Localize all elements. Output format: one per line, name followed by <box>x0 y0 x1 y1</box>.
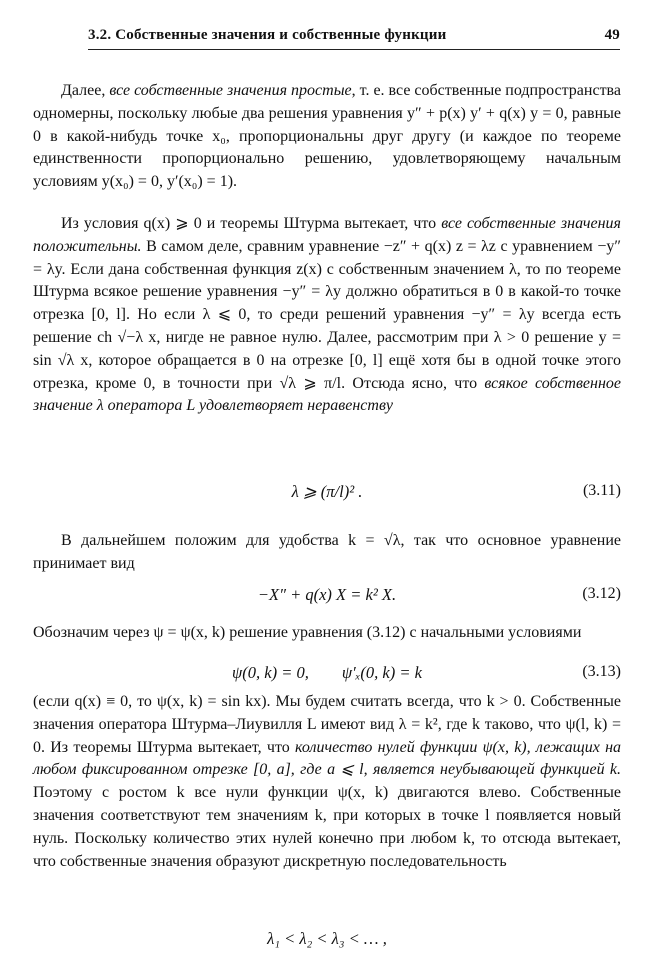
p5-text-b: Поэтому с ростом k все нули функции ψ(x, k) двигаются влево. Собственные значения соответствуют тем значениям k, при которых в точке l появляется новый нуль. Поскольку количество этих нулей конечно при любом k, то отсюда вытекает, что собственные значения образуют дискретную последовательность <box>33 784 621 870</box>
equation-number-3-13 <box>582 663 621 681</box>
equation-eigenvalue-sequence <box>33 929 621 949</box>
eq-3-12-number: (3.12) <box>582 585 621 602</box>
page-number: 49 <box>604 27 620 43</box>
p1-emphasis: все собственные значения простые <box>109 82 352 99</box>
equation-number-3-12 <box>582 585 621 603</box>
p1-text-a: Далее, <box>61 82 110 99</box>
paragraph-1 <box>33 80 621 194</box>
eq-3-13-number: (3.13) <box>582 663 621 680</box>
p2-text-a: Из условия q(x) ⩾ 0 и теоремы Штурма вытекает, что <box>61 215 442 232</box>
running-header <box>88 27 620 44</box>
equation-3-13 <box>33 663 621 683</box>
p5-text-a: (если q(x) ≡ 0, то ψ(x, k) = sin kx). Мы будем считать всегда, что k > 0. Собственные значения оператора Штурма–Лиувилля L имеют вид λ = k², где k таково, что ψ(l, k) = 0. Из теоремы Штурма вытекает, что <box>33 693 621 756</box>
p5-emphasis: количество нулей функции ψ(x, k), лежащих на любом фиксированном отрезке [0, a], где a ⩽ l, является неубывающей функцией k. <box>33 738 622 779</box>
p3-text: В дальнейшем положим для удобства k = √λ, так что основное уравнение принимает вид <box>33 532 621 572</box>
paragraph-2 <box>33 213 621 418</box>
p2-emphasis-1: все собственные значения положительны. <box>33 215 621 255</box>
equation-3-12 <box>33 585 621 605</box>
eq-3-11-number: (3.11) <box>582 482 621 499</box>
paragraph-4 <box>33 622 621 645</box>
p1-text-b: , т. е. все собственные подпространства одномерны, поскольку любые два решения уравнения y″ + p(x) y′ + q(x) y = 0, равные 0 в какой-нибудь точке x₀, пропорциональны друг другу (и каждое по теореме единственности пропорционально решению, удовлетворяющему начальным условиям y(x₀) = 0, y′(x₀) = 1). <box>33 82 622 191</box>
paragraph-5 <box>33 691 621 873</box>
eq-3-13-formula: ψ(0, k) = 0, ψ′ₓ(0, k) = k <box>232 663 422 682</box>
header-title: 3.2. Собственные значения и собственные функции <box>88 27 447 43</box>
equation-number-3-11 <box>583 482 621 500</box>
p4-text: Обозначим через ψ = ψ(x, k) решение уравнения (3.12) с начальными условиями <box>33 624 582 641</box>
p2-emphasis-2: всякое собственное значение λ оператора L удовлетворяет неравенству <box>33 374 621 415</box>
p2-text-b: В самом деле, сравним уравнение −z″ + q(x) z = λz с уравнением −y″ = λy. Если дана собственная функция z(x) с собственным значением λ, то по теореме Штурма всякое решение уравнения −y″ = λy должно обратиться в 0 в какой-то точке отрезка [0, l]. Но если λ ⩽ 0, то среди решений уравнения −y″ = λy всегда есть решение ch √−λ x, нигде не равное нулю. Далее, рассмотрим при λ > 0 решение y = sin √λ x, которое обращается в 0 на отрезке [0, l] ещё хотя бы в одной точке этого отрезка, кроме 0, в точности при √λ ⩾ π/l. Отсюда ясно, что <box>33 237 621 392</box>
paragraph-3 <box>33 530 621 576</box>
eq-3-12-formula: −X″ + q(x) X = k² X. <box>257 585 397 604</box>
header-rule <box>88 49 620 50</box>
equation-3-11 <box>33 482 621 502</box>
eq-sequence-formula: λ₁ < λ₂ < λ₃ < … , <box>267 929 387 948</box>
eq-3-11-formula: λ ⩾ (π/l)² . <box>291 482 363 501</box>
